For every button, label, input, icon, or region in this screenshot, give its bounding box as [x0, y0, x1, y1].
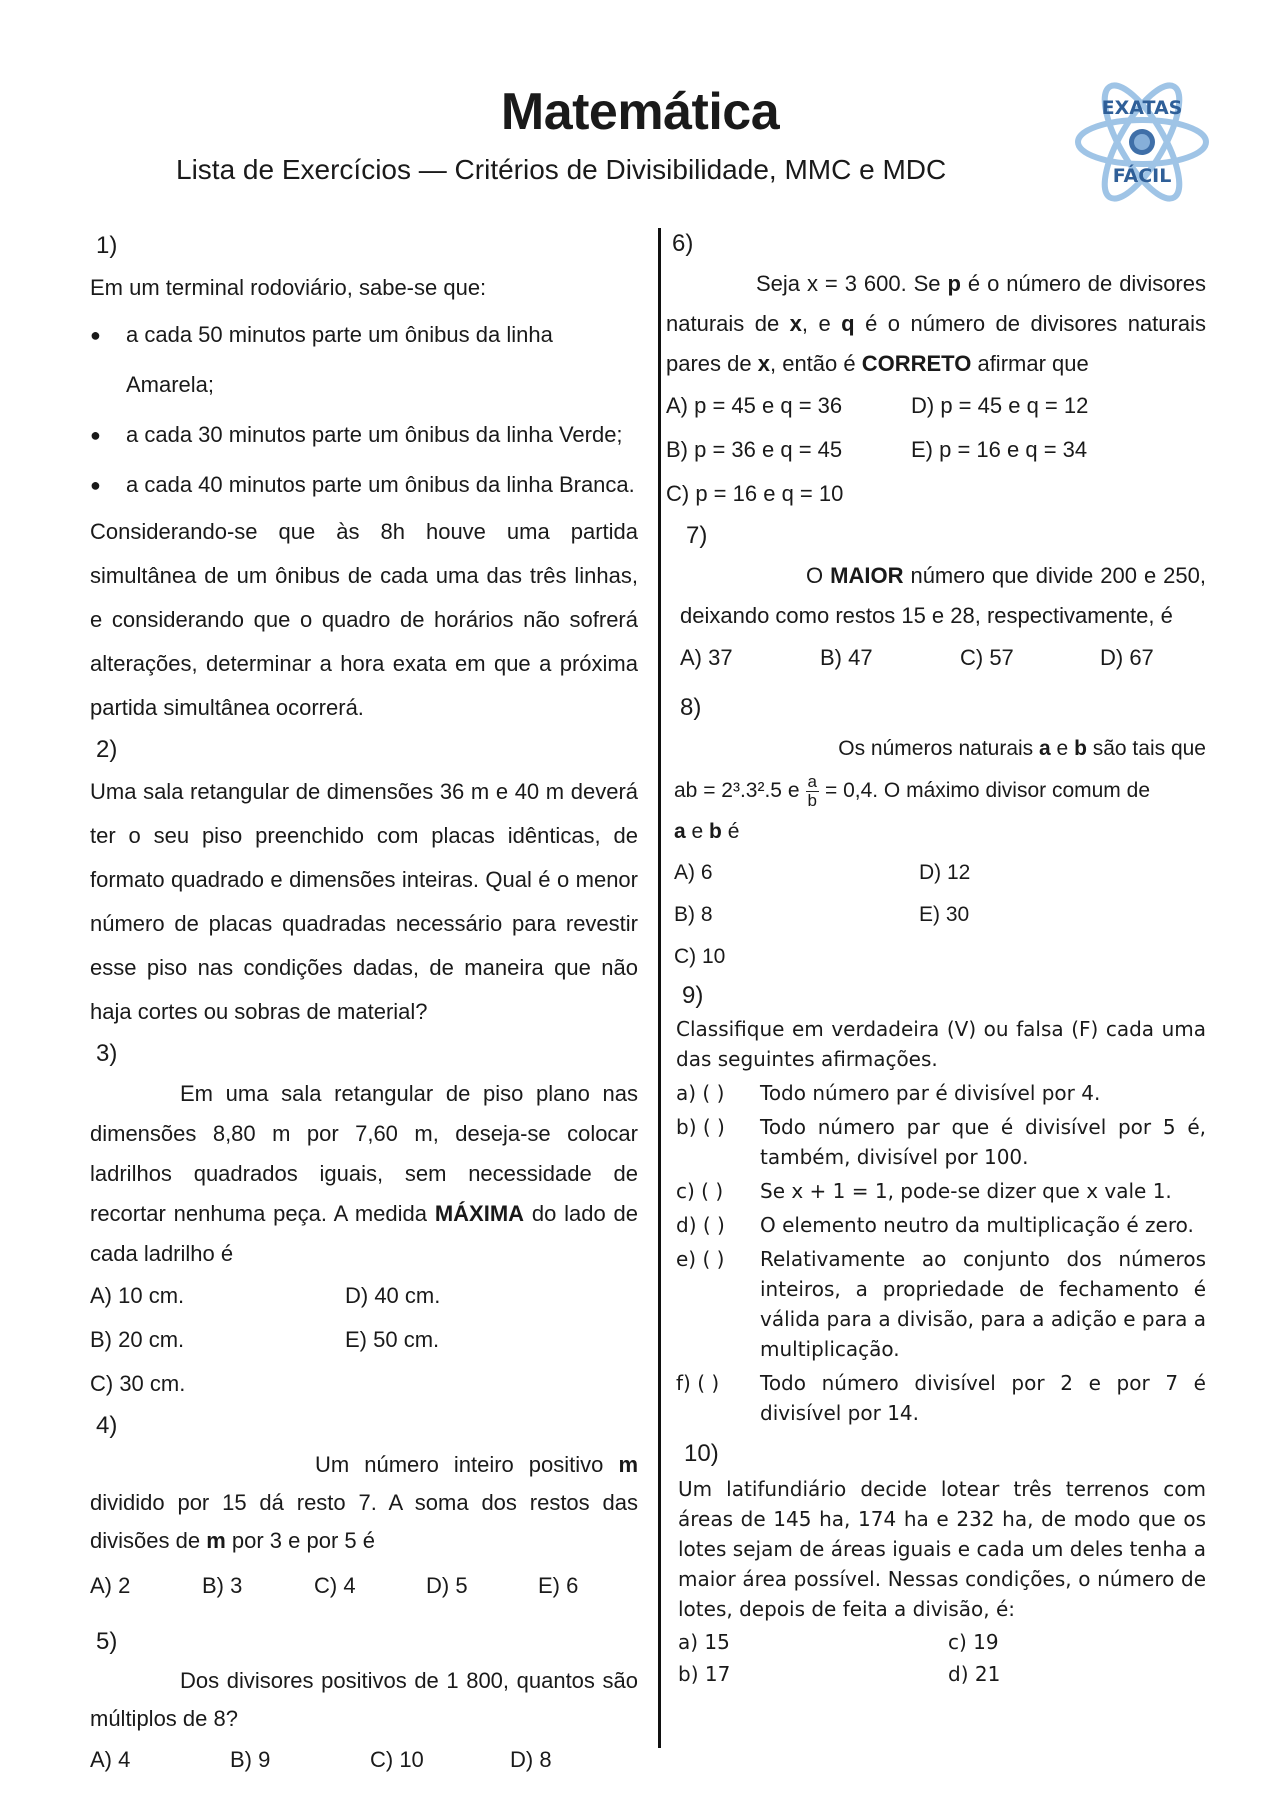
question-1 — [90, 226, 638, 730]
question-number: 6) — [672, 230, 694, 257]
option-d: D) p = 45 e q = 12 — [911, 393, 1089, 418]
option-a: A) 4 — [90, 1747, 131, 1772]
question-5 — [90, 1622, 638, 1782]
bullet-icon: ● — [90, 325, 101, 345]
question-8 — [666, 688, 1206, 978]
tf-item-b: b) ( ) Todo número par que é divisível por 5 é, também, divisível por 100. — [676, 1115, 1206, 1169]
option-e: E) 30 — [919, 903, 970, 926]
tf-item-e: e) ( ) Relativamente ao conjunto dos números inteiros, a propriedade de fechamento é válida para a divisão, para a adição e para a multiplicação. — [676, 1247, 1206, 1361]
option-d: D) 12 — [919, 861, 971, 884]
option-d: d) 21 — [948, 1662, 1001, 1686]
question-number: 10) — [684, 1440, 719, 1467]
bullet-item: ● a cada 40 minutos parte um ônibus da linha Branca. — [90, 460, 638, 510]
question-text: Seja x = 3 600. Se p é o número de divisores naturais de x, e q é o número de divisores naturais pares de x, então é CORRETO afirmar que — [666, 271, 1206, 376]
question-intro: Em um terminal rodoviário, sabe-se que: — [90, 275, 487, 300]
question-number: 3) — [96, 1040, 118, 1067]
answer-options — [678, 1626, 1206, 1690]
option-b: B) 3 — [202, 1573, 243, 1598]
bullet-icon: ● — [90, 475, 101, 495]
question-6 — [666, 224, 1206, 516]
question-number: 2) — [96, 736, 118, 763]
option-c: C) 57 — [960, 645, 1014, 670]
option-d: D) 67 — [1100, 645, 1154, 670]
right-column — [666, 224, 1206, 1690]
option-a: A) 2 — [90, 1573, 131, 1598]
question-intro: Classifique em verdadeira (V) ou falsa (F) cada uma das seguintes afirmações. — [676, 1017, 1206, 1071]
question-3 — [90, 1034, 638, 1406]
question-text: Os números naturais a e b são tais que — [838, 737, 1206, 760]
option-a: A) p = 45 e q = 36 — [666, 393, 843, 418]
question-number: 1) — [96, 232, 118, 259]
option-a: a) 15 — [678, 1630, 730, 1654]
option-a: A) 10 cm. — [90, 1283, 185, 1308]
bullet-item: ● a cada 50 minutos parte um ônibus da linha Amarela; — [90, 310, 638, 410]
bullet-icon: ● — [90, 425, 101, 445]
answer-options — [666, 384, 1206, 516]
question-text: Considerando-se que às 8h houve uma partida simultânea de um ônibus de cada uma das três linhas, e considerando que o quadro de horários não sofrerá alterações, determinar a hora exata em que a próxima partida simultânea ocorrerá. — [90, 519, 638, 720]
question-text: Um número inteiro positivo m dividido por 15 dá resto 7. A soma dos restos das divisões de m por 3 e por 5 é — [90, 1452, 638, 1553]
exatas-facil-logo — [1072, 78, 1212, 208]
left-column — [90, 226, 638, 1782]
option-c: C) 30 cm. — [90, 1371, 186, 1396]
option-c: C) 10 — [370, 1747, 424, 1772]
option-c: c) 19 — [948, 1630, 999, 1654]
answer-options — [680, 636, 1206, 680]
option-d: D) 8 — [510, 1747, 552, 1772]
question-7 — [666, 516, 1206, 680]
column-divider — [658, 228, 661, 1748]
svg-text:EXATAS: EXATAS — [1101, 97, 1183, 119]
question-text: Um latifundiário decide lotear três terrenos com áreas de 145 ha, 174 ha e 232 ha, de modo que os lotes sejam de áreas iguais e cada um deles tenha a maior área possível. Nessas condições, o número de lotes, depois de feita a divisão, é: — [678, 1477, 1206, 1621]
page-subtitle: Lista de Exercícios — Critérios de Divisibilidade, MMC e MDC — [176, 154, 947, 185]
page-title: Matemática — [500, 83, 780, 141]
option-b: B) 9 — [230, 1747, 271, 1772]
option-e: E) 50 cm. — [345, 1327, 440, 1352]
answer-options — [90, 1738, 638, 1782]
question-10 — [666, 1434, 1206, 1690]
answer-options — [90, 1564, 638, 1608]
question-text-end: a e b é — [674, 820, 740, 843]
question-2 — [90, 730, 638, 1034]
option-d: D) 5 — [426, 1573, 468, 1598]
answer-options — [90, 1274, 638, 1406]
option-e: E) 6 — [538, 1573, 579, 1598]
answer-options — [674, 852, 1206, 978]
question-number: 9) — [682, 982, 704, 1009]
option-b: B) 47 — [820, 645, 873, 670]
question-number: 7) — [686, 522, 708, 549]
option-c: C) 10 — [674, 945, 726, 968]
option-b: b) 17 — [678, 1662, 731, 1686]
option-d: D) 40 cm. — [345, 1283, 441, 1308]
question-text: Dos divisores positivos de 1 800, quantos são múltiplos de 8? — [90, 1668, 638, 1731]
question-number: 4) — [96, 1412, 118, 1439]
option-b: B) 20 cm. — [90, 1327, 185, 1352]
option-b: B) 8 — [674, 903, 713, 926]
option-c: C) p = 16 e q = 10 — [666, 481, 844, 506]
option-e: E) p = 16 e q = 34 — [911, 437, 1088, 462]
fraction-a-over-b: $\frac{a}{b}$ — [807, 771, 817, 810]
option-b: B) p = 36 e q = 45 — [666, 437, 843, 462]
tf-item-a: a) ( ) Todo número par é divisível por 4. — [676, 1081, 1101, 1105]
question-text: O MAIOR número que divide 200 e 250, deixando como restos 15 e 28, respectivamente, é — [680, 563, 1206, 628]
bullet-item: ● a cada 30 minutos parte um ônibus da linha Verde; — [90, 410, 638, 460]
tf-item-c: c) ( ) Se x + 1 = 1, pode-se dizer que x vale 1. — [676, 1179, 1172, 1203]
question-text: Em uma sala retangular de piso plano nas dimensões 8,80 m por 7,60 m, deseja-se colocar ladrilhos quadrados iguais, sem necessidade de recortar nenhuma peça. A medida MÁXIMA do lado de cada ladrilho é — [90, 1081, 638, 1266]
option-a: A) 37 — [680, 645, 733, 670]
option-c: C) 4 — [314, 1573, 356, 1598]
tf-item-d: d) ( ) O elemento neutro da multiplicação é zero. — [676, 1213, 1194, 1237]
question-9 — [666, 978, 1206, 1428]
question-number: 5) — [96, 1628, 118, 1655]
svg-text:FÁCIL: FÁCIL — [1112, 165, 1172, 187]
tf-item-f: f) ( ) Todo número divisível por 2 e por 7 é divisível por 14. — [676, 1371, 1206, 1425]
question-number: 8) — [680, 694, 702, 721]
option-a: A) 6 — [674, 861, 713, 884]
question-text: Uma sala retangular de dimensões 36 m e 40 m deverá ter o seu piso preenchido com placas idênticas, de formato quadrado e dimensões inteiras. Qual é o menor número de placas quadradas necessário para revestir esse piso nas condições dadas, de maneira que não haja cortes ou sobras de material? — [90, 779, 638, 1024]
question-4 — [90, 1406, 638, 1608]
question-text-formula: ab = 2³.3².5 e $\frac{a}{b}$ = 0,4. O máximo divisor comum de — [674, 771, 1150, 810]
